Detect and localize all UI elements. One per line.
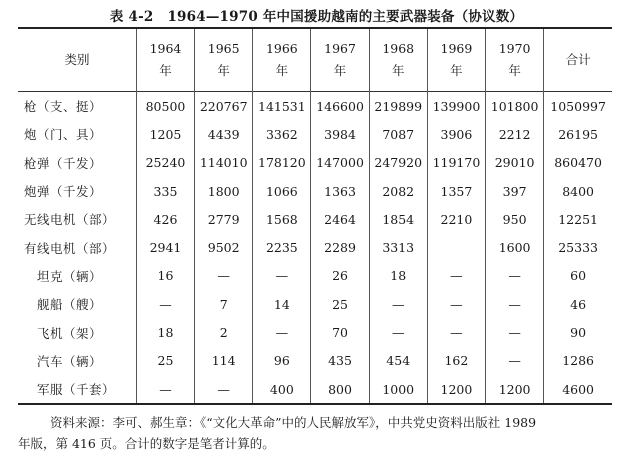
- value-cell: 101800: [486, 92, 544, 121]
- value-cell: 114: [195, 347, 253, 375]
- value-cell: 26: [311, 262, 369, 290]
- value-cell: —: [136, 375, 194, 404]
- value-cell: —: [486, 262, 544, 290]
- source-note-line1: 资料来源：李可、郝生章：《“文化大革命”中的人民解放军》，中共党史资料出版社 1989: [50, 415, 537, 430]
- row-total-cell: 1286: [544, 347, 612, 375]
- value-cell: 7: [195, 290, 253, 318]
- table-title: [0, 5, 633, 25]
- value-cell: —: [486, 290, 544, 318]
- value-cell: 1568: [253, 205, 311, 233]
- value-cell: 2082: [369, 177, 427, 205]
- value-cell: 3313: [369, 233, 427, 261]
- header-year: 1970 年: [486, 28, 544, 92]
- header-year: 1964 年: [136, 28, 194, 92]
- value-cell: 1200: [486, 375, 544, 404]
- value-cell: 70: [311, 318, 369, 346]
- header-year: 1966 年: [253, 28, 311, 92]
- value-cell: 16: [136, 262, 194, 290]
- row-label: 坦克（辆）: [18, 262, 136, 290]
- row-label: 汽车（辆）: [18, 347, 136, 375]
- value-cell: —: [427, 262, 485, 290]
- table-row: [18, 347, 612, 375]
- value-cell: —: [369, 290, 427, 318]
- row-total-cell: 26195: [544, 120, 612, 148]
- value-cell: 1854: [369, 205, 427, 233]
- row-total-cell: 8400: [544, 177, 612, 205]
- value-cell: 9502: [195, 233, 253, 261]
- header-row: [18, 28, 612, 92]
- header-year: 1965 年: [195, 28, 253, 92]
- table-row: [18, 262, 612, 290]
- value-cell: 219899: [369, 92, 427, 121]
- row-total-cell: 1050997: [544, 92, 612, 121]
- value-cell: 141531: [253, 92, 311, 121]
- value-cell: 162: [427, 347, 485, 375]
- value-cell: 2212: [486, 120, 544, 148]
- value-cell: 1363: [311, 177, 369, 205]
- value-cell: 25240: [136, 149, 194, 177]
- table-row: [18, 290, 612, 318]
- value-cell: 397: [486, 177, 544, 205]
- header-category: 类别: [18, 28, 136, 92]
- source-note-line2: 年版，第 416 页。合计的数字是笔者计算的。: [18, 436, 275, 451]
- table-row: [18, 149, 612, 177]
- value-cell: 247920: [369, 149, 427, 177]
- value-cell: —: [195, 262, 253, 290]
- value-cell: 147000: [311, 149, 369, 177]
- value-cell: 1600: [486, 233, 544, 261]
- value-cell: 435: [311, 347, 369, 375]
- value-cell: 2941: [136, 233, 194, 261]
- value-cell: 114010: [195, 149, 253, 177]
- value-cell: —: [427, 290, 485, 318]
- row-total-cell: 46: [544, 290, 612, 318]
- value-cell: 178120: [253, 149, 311, 177]
- value-cell: 3906: [427, 120, 485, 148]
- row-label: 飞机（架）: [18, 318, 136, 346]
- value-cell: 1205: [136, 120, 194, 148]
- value-cell: 96: [253, 347, 311, 375]
- value-cell: 1000: [369, 375, 427, 404]
- row-label: 枪（支、挺）: [18, 92, 136, 121]
- value-cell: —: [369, 318, 427, 346]
- value-cell: 2779: [195, 205, 253, 233]
- value-cell: 1200: [427, 375, 485, 404]
- value-cell: 7087: [369, 120, 427, 148]
- value-cell: —: [486, 318, 544, 346]
- row-total-cell: 860470: [544, 149, 612, 177]
- value-cell: 18: [136, 318, 194, 346]
- value-cell: 3984: [311, 120, 369, 148]
- value-cell: —: [253, 262, 311, 290]
- value-cell: 454: [369, 347, 427, 375]
- value-cell: 2235: [253, 233, 311, 261]
- value-cell: 4439: [195, 120, 253, 148]
- row-label: 炮（门、具）: [18, 120, 136, 148]
- value-cell: 1066: [253, 177, 311, 205]
- value-cell: 1357: [427, 177, 485, 205]
- value-cell: 29010: [486, 149, 544, 177]
- row-total-cell: 4600: [544, 375, 612, 404]
- value-cell: 2464: [311, 205, 369, 233]
- value-cell: 426: [136, 205, 194, 233]
- row-label: 有线电机（部）: [18, 233, 136, 261]
- value-cell: 1800: [195, 177, 253, 205]
- value-cell: 146600: [311, 92, 369, 121]
- value-cell: —: [253, 318, 311, 346]
- row-label: 枪弹（千发）: [18, 149, 136, 177]
- header-year: 1967 年: [311, 28, 369, 92]
- value-cell: 2289: [311, 233, 369, 261]
- value-cell: 950: [486, 205, 544, 233]
- value-cell: 2210: [427, 205, 485, 233]
- value-cell: 3362: [253, 120, 311, 148]
- row-total-cell: 12251: [544, 205, 612, 233]
- row-total-cell: 25333: [544, 233, 612, 261]
- row-label: 军服（千套）: [18, 375, 136, 404]
- value-cell: 2: [195, 318, 253, 346]
- header-total: 合计: [544, 28, 612, 92]
- value-cell: 25: [311, 290, 369, 318]
- table-row: [18, 318, 612, 346]
- row-total-cell: 60: [544, 262, 612, 290]
- table-number: 表 4-2: [109, 9, 154, 25]
- table-row: [18, 233, 612, 261]
- value-cell: 220767: [195, 92, 253, 121]
- value-cell: —: [136, 290, 194, 318]
- row-label: 舰船（艘）: [18, 290, 136, 318]
- value-cell: 18: [369, 262, 427, 290]
- table-row: [18, 92, 612, 121]
- value-cell: [427, 233, 485, 261]
- value-cell: 400: [253, 375, 311, 404]
- value-cell: —: [486, 347, 544, 375]
- value-cell: 25: [136, 347, 194, 375]
- row-label: 炮弹（千发）: [18, 177, 136, 205]
- value-cell: —: [195, 375, 253, 404]
- value-cell: 335: [136, 177, 194, 205]
- table-row: [18, 205, 612, 233]
- table-row: [18, 120, 612, 148]
- value-cell: 800: [311, 375, 369, 404]
- value-cell: 14: [253, 290, 311, 318]
- table-caption: 1964—1970 年中国援助越南的主要武器装备（协议数）: [167, 9, 524, 25]
- value-cell: —: [427, 318, 485, 346]
- row-total-cell: 90: [544, 318, 612, 346]
- table-row: [18, 375, 612, 404]
- value-cell: 80500: [136, 92, 194, 121]
- header-year: 1968 年: [369, 28, 427, 92]
- table-row: [18, 177, 612, 205]
- weapons-table: [18, 27, 612, 405]
- row-label: 无线电机（部）: [18, 205, 136, 233]
- value-cell: 119170: [427, 149, 485, 177]
- value-cell: 139900: [427, 92, 485, 121]
- header-year: 1969 年: [427, 28, 485, 92]
